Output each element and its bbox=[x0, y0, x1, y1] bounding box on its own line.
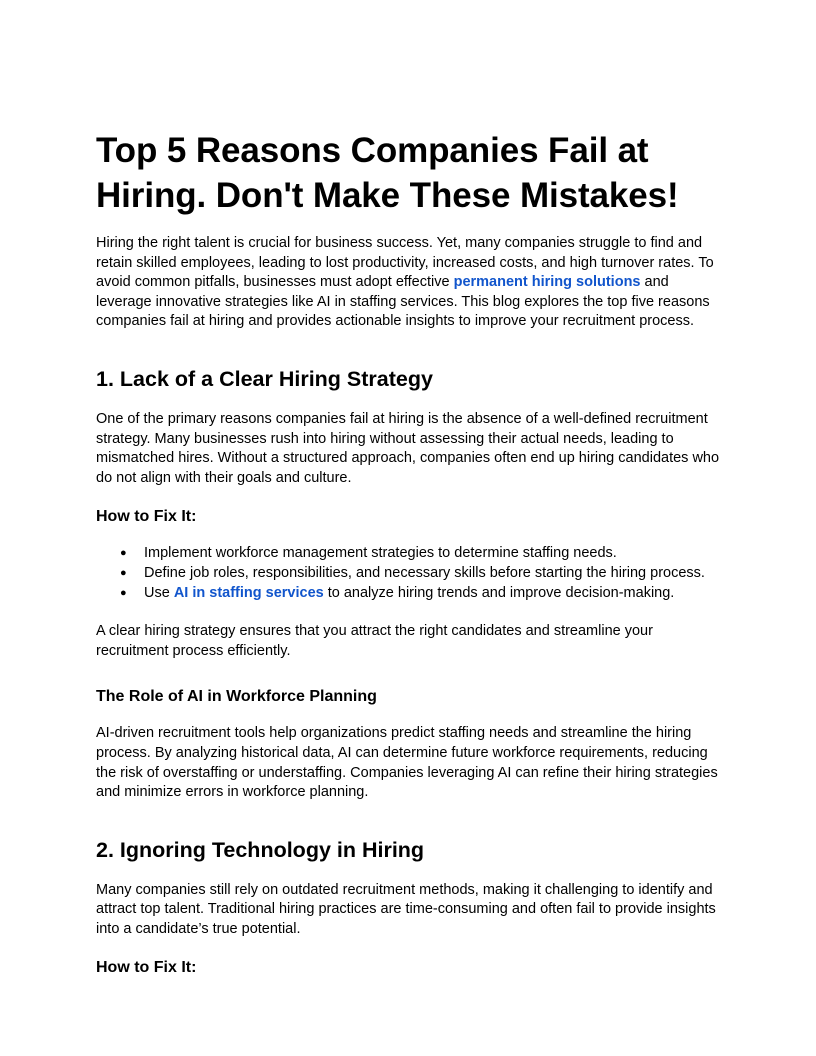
document-page bbox=[96, 128, 726, 995]
list-item-text-after: to analyze hiring trends and improve decision-making. bbox=[323, 584, 675, 601]
permanent-hiring-solutions-link[interactable]: permanent hiring solutions bbox=[453, 274, 641, 291]
section-1-fix-list bbox=[96, 544, 726, 603]
bullet-icon: ● bbox=[120, 547, 127, 560]
list-item bbox=[120, 564, 726, 584]
intro-text-after: and leverage innovative strategies like AI in staffing services. This blog explores the top five reasons companies fail at hiring and provides actionable insights to improve your recruitment process. bbox=[96, 274, 710, 330]
ai-workforce-planning-paragraph: AI-driven recruitment tools help organizations predict staffing needs and streamline the hiring process. By analyzing historical data, AI can determine future workforce requirements, reducing the risk of overstaffing or understaffing. Companies leveraging AI can refine their hiring strategies and minimize errors in workforce planning. bbox=[96, 725, 718, 801]
section-1-fix-heading: How to Fix It: bbox=[96, 508, 197, 526]
list-item bbox=[120, 584, 726, 604]
intro-text-before: Hiring the right talent is crucial for business success. Yet, many companies struggle to find and retain skilled employees, leading to lost productivity, increased costs, and high turnover rates. To avoid common pitfalls, businesses must adopt effective bbox=[96, 235, 714, 291]
ai-workforce-planning-heading: The Role of AI in Workforce Planning bbox=[96, 688, 377, 706]
bullet-icon: ● bbox=[120, 566, 127, 579]
list-item bbox=[120, 544, 726, 564]
page-title: Top 5 Reasons Companies Fail at Hiring. Don't Make These Mistakes! bbox=[96, 131, 679, 215]
section-2-heading: 2. Ignoring Technology in Hiring bbox=[96, 837, 425, 862]
section-2-fix-heading: How to Fix It: bbox=[96, 959, 197, 977]
section-1-heading: 1. Lack of a Clear Hiring Strategy bbox=[96, 366, 433, 391]
ai-in-staffing-services-link[interactable]: AI in staffing services bbox=[173, 584, 324, 601]
list-item-text-before: Use bbox=[144, 584, 174, 601]
intro-paragraph bbox=[96, 234, 726, 332]
section-1-conclusion: A clear hiring strategy ensures that you attract the right candidates and streamline your recruitment process efficiently. bbox=[96, 623, 653, 659]
section-2-paragraph: Many companies still rely on outdated recruitment methods, making it challenging to identify and attract top talent. Traditional hiring practices are time-consuming and often fail to provide insights into a candidate’s true potential. bbox=[96, 881, 716, 937]
section-1-paragraph: One of the primary reasons companies fail at hiring is the absence of a well-defined recruitment strategy. Many businesses rush into hiring without assessing their actual needs, leading to mismatched hires. Without a structured approach, companies often end up hiring candidates who do not align with their goals and culture. bbox=[96, 410, 720, 486]
list-item-text: Define job roles, responsibilities, and necessary skills before starting the hiring process. bbox=[144, 564, 705, 581]
list-item-text: Implement workforce management strategies to determine staffing needs. bbox=[144, 545, 617, 562]
bullet-icon: ● bbox=[120, 586, 127, 599]
